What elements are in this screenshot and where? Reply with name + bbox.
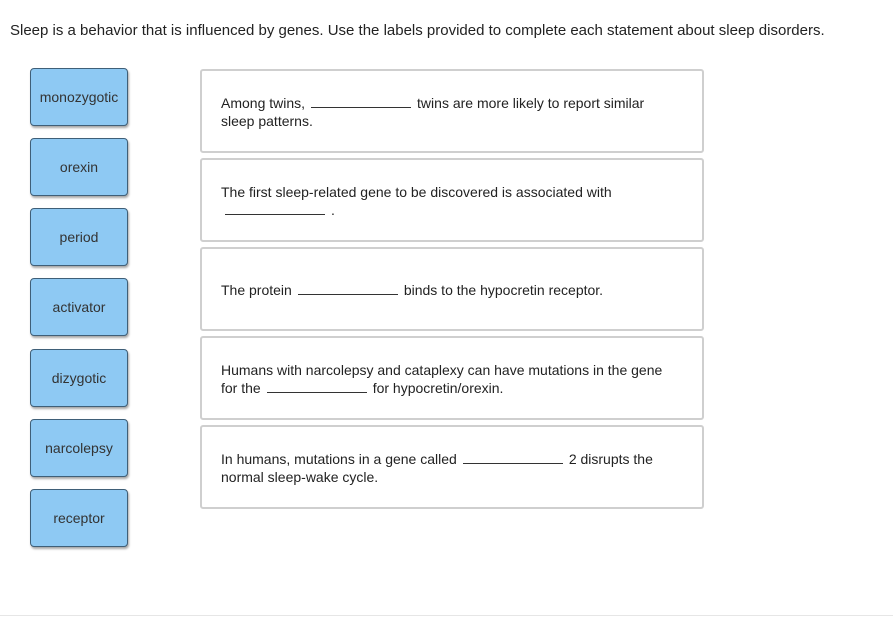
instructions-text: Sleep is a behavior that is influenced by genes. Use the labels provided to complete each statement about sleep disorders. [10, 22, 825, 39]
statement-text [221, 361, 664, 397]
label-tile-receptor[interactable] [30, 489, 128, 547]
label-text: activator [52, 299, 106, 315]
blank-slot[interactable] [311, 95, 411, 108]
blank-slot[interactable] [463, 451, 563, 464]
statement-drop-zone-4[interactable] [200, 336, 704, 420]
statement-before: The first sleep-related gene to be discovered is associated with [221, 184, 612, 200]
statement-drop-zone-2[interactable] [200, 158, 704, 242]
label-text: monozygotic [39, 89, 119, 105]
statement-text [221, 450, 672, 486]
statement-text [221, 281, 672, 299]
statement-drop-zone-3[interactable] [200, 247, 704, 331]
statement-after: twins are more likely to report similar sleep patterns. [221, 95, 645, 129]
label-text: narcolepsy [45, 440, 113, 456]
statement-drop-zone-1[interactable] [200, 69, 704, 153]
statement-after: for hypocretin/orexin. [372, 380, 504, 396]
label-text: period [59, 229, 99, 245]
label-tile-monozygotic[interactable] [30, 68, 128, 126]
statement-after: 2 disrupts the normal sleep-wake cycle. [221, 451, 653, 485]
label-tile-orexin[interactable] [30, 138, 128, 196]
label-tile-dizygotic[interactable] [30, 349, 128, 407]
label-tile-narcolepsy[interactable] [30, 419, 128, 477]
statement-text [221, 183, 672, 219]
blank-slot[interactable] [298, 282, 398, 295]
label-text: dizygotic [51, 370, 107, 386]
blank-slot[interactable] [225, 202, 325, 215]
label-text: receptor [53, 510, 105, 526]
statement-after: . [331, 202, 335, 218]
statement-before: In humans, mutations in a gene called [221, 451, 457, 467]
label-tile-activator[interactable] [30, 278, 128, 336]
statement-before: Humans with narcolepsy and cataplexy can have mutations in the gene for the [221, 362, 663, 396]
blank-slot[interactable] [267, 380, 367, 393]
statement-before: The protein [221, 282, 292, 298]
label-tile-period[interactable] [30, 208, 128, 266]
footer-divider [0, 615, 893, 616]
statement-before: Among twins, [221, 95, 306, 111]
statement-text [221, 94, 672, 130]
statement-drop-zone-5[interactable] [200, 425, 704, 509]
label-text: orexin [59, 159, 99, 175]
statement-after: binds to the hypocretin receptor. [403, 282, 604, 298]
